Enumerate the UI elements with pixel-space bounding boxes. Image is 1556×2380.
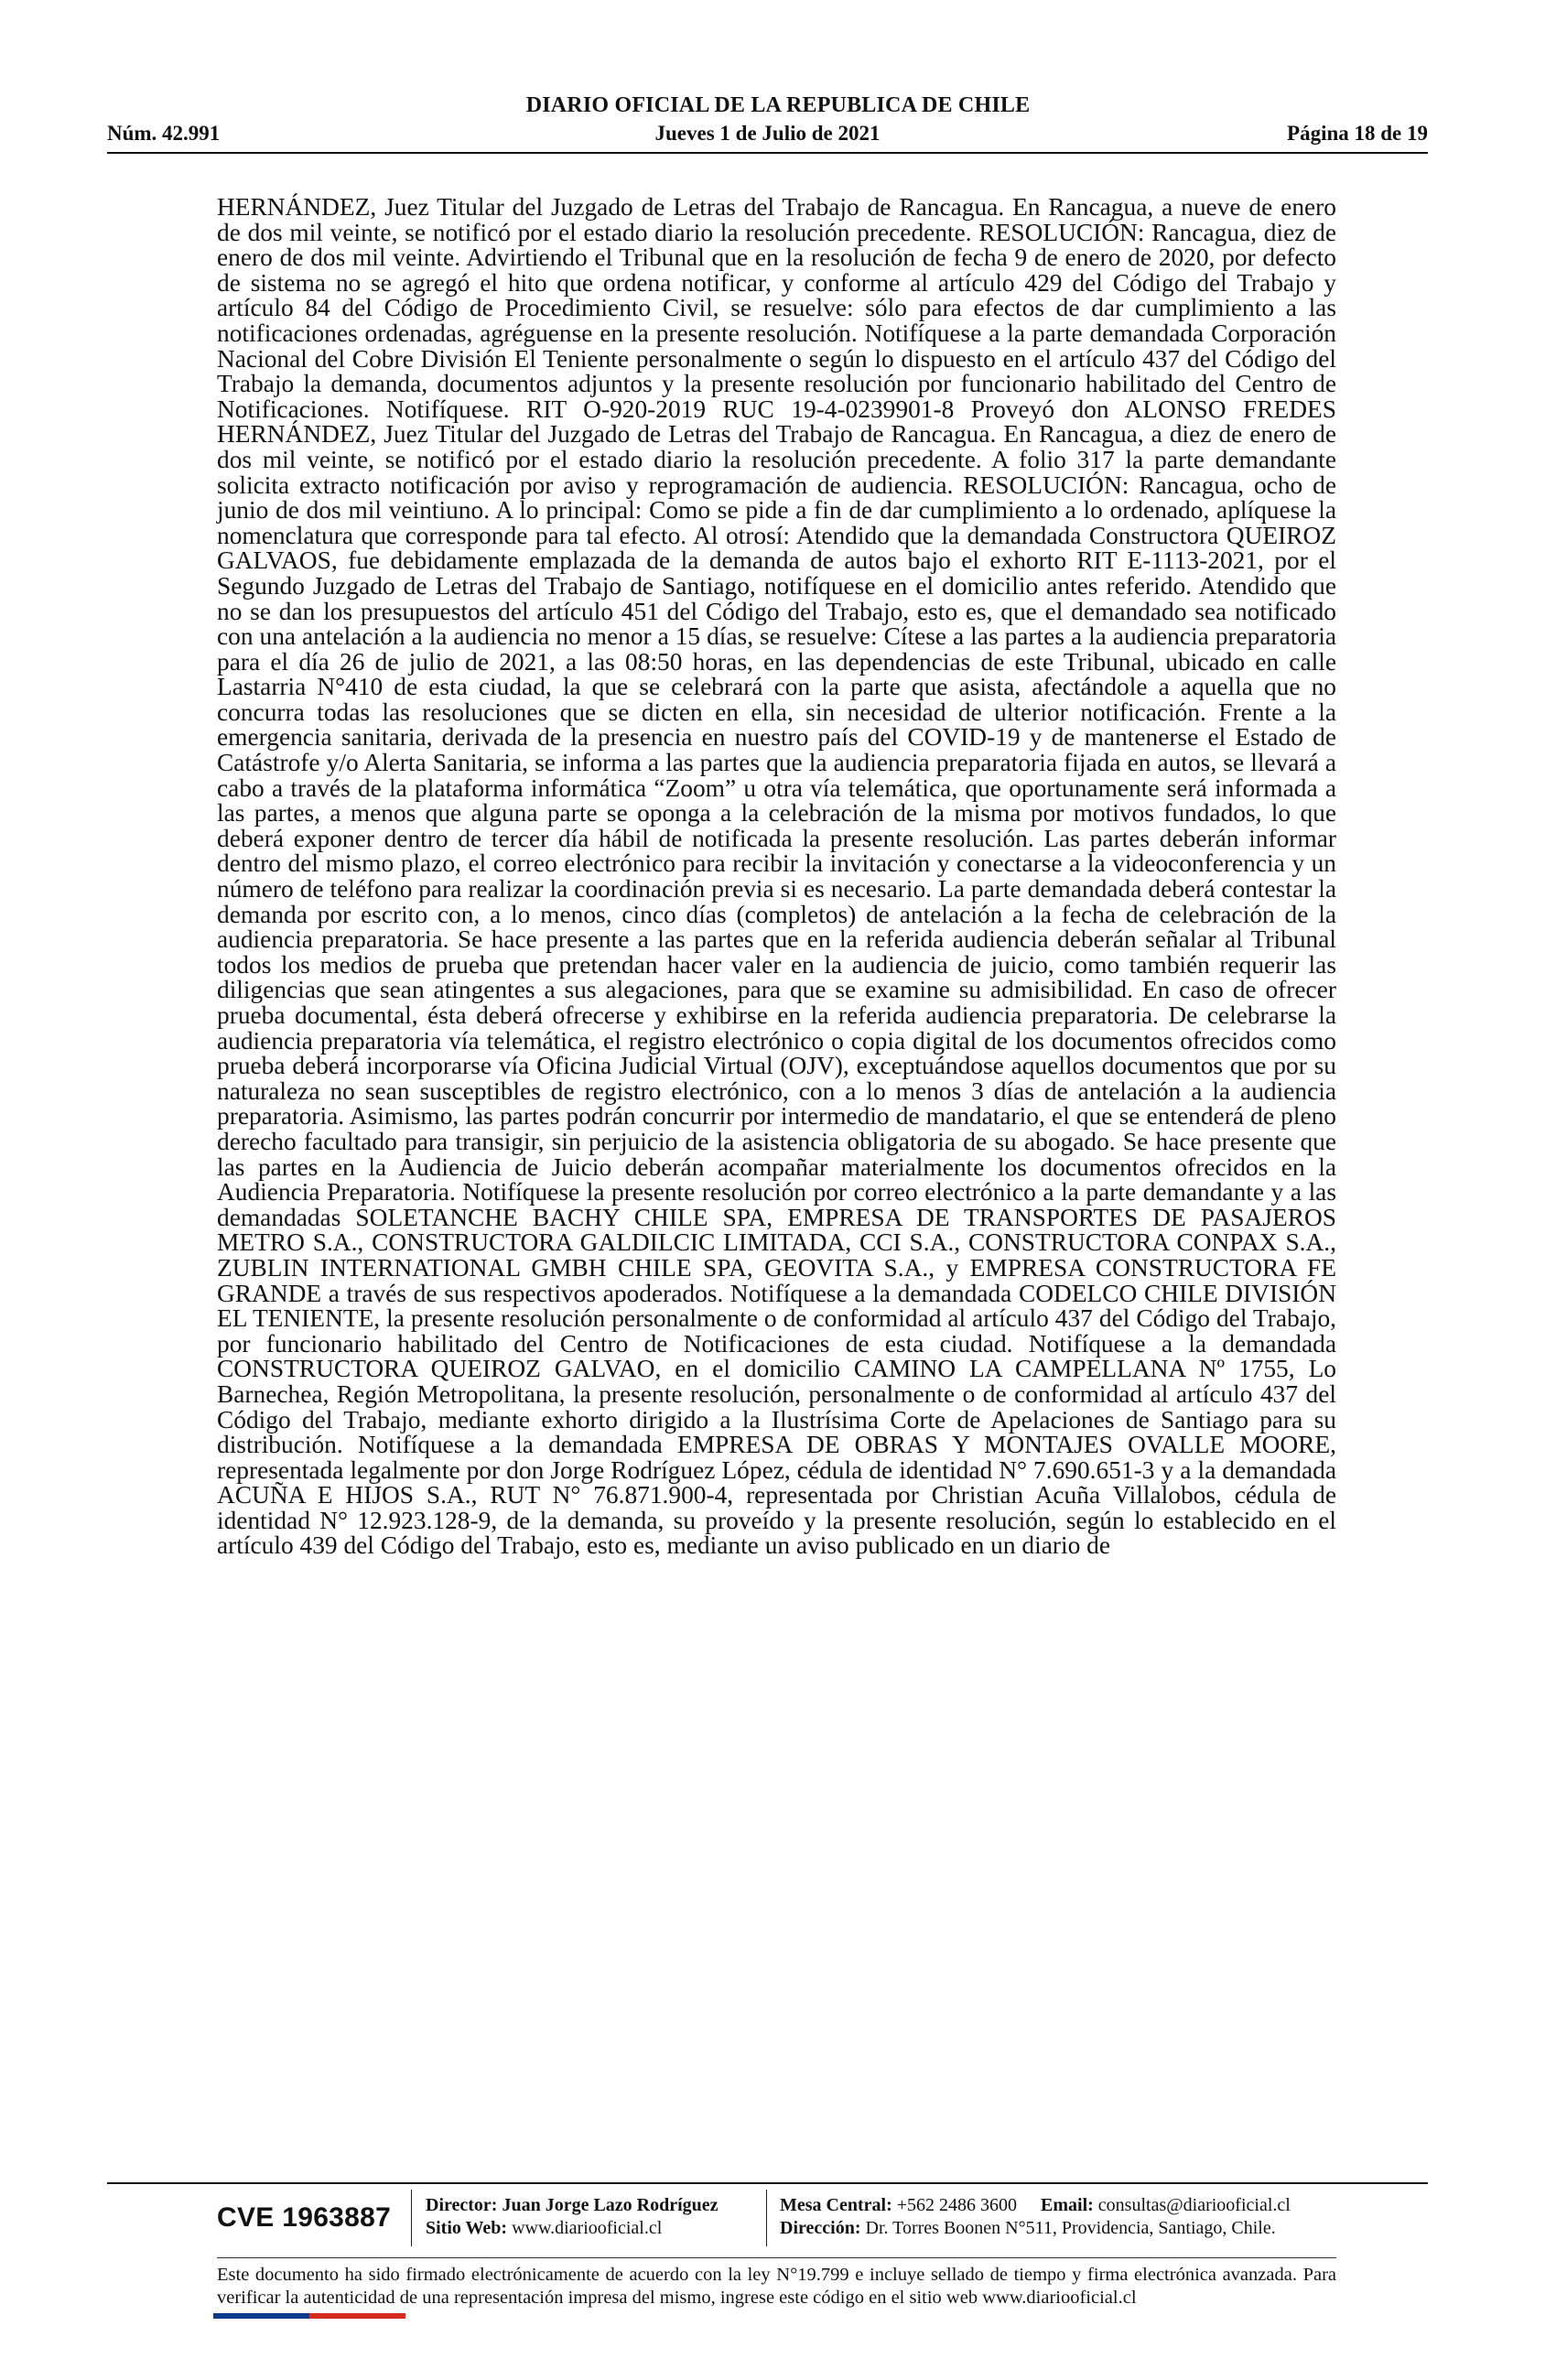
publication-title: DIARIO OFICIAL DE LA REPUBLICA DE CHILE: [525, 93, 1031, 117]
phone-label: Mesa Central:: [780, 2195, 892, 2215]
footer-inner-divider: [217, 2257, 1336, 2258]
footer-director-block: [426, 2194, 719, 2240]
footer-divider: [107, 2182, 1428, 2184]
director-name: Juan Jorge Lazo Rodríguez: [502, 2195, 719, 2215]
phone-number: +562 2486 3600: [896, 2195, 1018, 2215]
signature-notice: Este documento ha sido firmado electrónicamente de acuerdo con la ley N°19.799 e incluye sellado de tiempo y firma electrónica avanzada. Para verificar la autenticidad de una representación impresa del mismo, ingrese este código en el sitio web www.diariooficial.cl: [217, 2265, 1336, 2308]
website-link[interactable]: www.diariooficial.cl: [512, 2218, 663, 2238]
director-label: Director:: [426, 2195, 498, 2215]
footer-separator: [766, 2190, 767, 2246]
header-row: [107, 122, 1428, 147]
flag-stripe-blue: [213, 2313, 309, 2319]
page-indicator: Página 18 de 19: [1287, 122, 1428, 145]
issue-date: Jueves 1 de Julio de 2021: [654, 122, 881, 145]
website-label: Sitio Web:: [426, 2218, 508, 2238]
issue-number: Núm. 42.991: [107, 122, 221, 145]
footer-contact-block: [780, 2194, 1291, 2240]
document-body: HERNÁNDEZ, Juez Titular del Juzgado de Letras del Trabajo de Rancagua. En Rancagua, a nueve de enero de dos mil veinte, se notificó por el estado diario la resolución precedente. RESOLUCIÓN: Rancagua, diez de enero de dos mil veinte. Advirtiendo el Tribunal que en la resolución de fecha 9 de enero de 2020, por defecto de sistema no se agregó el hito que ordena notificar, y conforme al artículo 429 del Código del Trabajo y artículo 84 del Código de Procedimiento Civil, se resuelve: sólo para efectos de dar cumplimiento a las notificaciones ordenadas, agréguense en la presente resolución. Notifíquese a la parte demandada Corporación Nacional del Cobre División El Teniente personalmente o según lo dispuesto en el artículo 437 del Código del Trabajo la demanda, documentos adjuntos y la presente resolución por funcionario habilitado del Centro de Notificaciones. Notifíquese. RIT O-920-2019 RUC 19-4-0239901-8 Proveyó don ALONSO FREDES HERNÁNDEZ, Juez Titular del Juzgado de Letras del Trabajo de Rancagua. En Rancagua, a diez de enero de dos mil veinte, se notificó por el estado diario la resolución precedente. A folio 317 la parte demandante solicita extracto notificación por aviso y reprogramación de audiencia. RESOLUCIÓN: Rancagua, ocho de junio de dos mil veintiuno. A lo principal: Como se pide a fin de dar cumplimiento a lo ordenado, aplíquese la nomenclatura que corresponde para tal efecto. Al otrosí: Atendido que la demandada Constructora QUEIROZ GALVAOS, fue debidamente emplazada de la demanda de autos bajo el exhorto RIT E-1113-2021, por el Segundo Juzgado de Letras del Trabajo de Santiago, notifíquese en el domicilio antes referido. Atendido que no se dan los presupuestos del artículo 451 del Código del Trabajo, esto es, que el demandado sea notificado con una antelación a la audiencia no menor a 15 días, se resuelve: Cítese a las partes a la audiencia preparatoria para el día 26 de julio de 2021, a las 08:50 horas, en las dependencias de este Tribunal, ubicado en calle Lastarria N°410 de esta ciudad, la que se celebrará con la parte que asista, afectándole a aquella que no concurra todas las resoluciones que se dicten en ella, sin necesidad de ulterior notificación. Frente a la emergencia sanitaria, derivada de la presencia en nuestro país del COVID-19 y de mantenerse el Estado de Catástrofe y/o Alerta Sanitaria, se informa a las partes que la audiencia preparatoria fijada en autos, se llevará a cabo a través de la plataforma informática “Zoom” u otra vía telemática, que oportunamente será informada a las partes, a menos que alguna parte se oponga a la celebración de la misma por motivos fundados, lo que deberá exponer dentro de tercer día hábil de notificada la presente resolución. Las partes deberán informar dentro del mismo plazo, el correo electrónico para recibir la invitación y conectarse a la videoconferencia y un número de teléfono para realizar la coordinación previa si es necesario. La parte demandada deberá contestar la demanda por escrito con, a lo menos, cinco días (completos) de antelación a la fecha de celebración de la audiencia preparatoria. Se hace presente a las partes que en la referida audiencia deberán señalar al Tribunal todos los medios de prueba que pretendan hacer valer en la audiencia de juicio, como también requerir las diligencias que sean atingentes a sus alegaciones, para que se examine su admisibilidad. En caso de ofrecer prueba documental, ésta deberá ofrecerse y exhibirse en la referida audiencia preparatoria. De celebrarse la audiencia preparatoria vía telemática, el registro electrónico o copia digital de los documentos ofrecidos como prueba deberá incorporarse vía Oficina Judicial Virtual (OJV), exceptuándose aquellos documentos que por su naturaleza no sean susceptibles de registro electrónico, con a lo menos 3 días de antelación a la audiencia preparatoria. Asimismo, las partes podrán concurrir por intermedio de mandatario, el que se entenderá de pleno derecho facultado para transigir, sin perjuicio de la asistencia obligatoria de su abogado. Se hace presente que las partes en la Audiencia de Juicio deberán acompañar materialmente los documentos ofrecidos en la Audiencia Preparatoria. Notifíquese la presente resolución por correo electrónico a la parte demandante y a las demandadas SOLETANCHE BACHY CHILE SPA, EMPRESA DE TRANSPORTES DE PASAJEROS METRO S.A., CONSTRUCTORA GALDILCIC LIMITADA, CCI S.A., CONSTRUCTORA CONPAX S.A., ZUBLIN INTERNATIONAL GMBH CHILE SPA, GEOVITA S.A., y EMPRESA CONSTRUCTORA FE GRANDE a través de sus respectivos apoderados. Notifíquese a la demandada CODELCO CHILE DIVISIÓN EL TENIENTE, la presente resolución personalmente o de conformidad al artículo 437 del Código del Trabajo, por funcionario habilitado del Centro de Notificaciones de esta ciudad. Notifíquese a la demandada CONSTRUCTORA QUEIROZ GALVAO, en el domicilio CAMINO LA CAMPELLANA Nº 1755, Lo Barnechea, Región Metropolitana, la presente resolución, personalmente o de conformidad al artículo 437 del Código del Trabajo, mediante exhorto dirigido a la Ilustrísima Corte de Apelaciones de Santiago para su distribución. Notifíquese a la demandada EMPRESA DE OBRAS Y MONTAJES OVALLE MOORE, representada legalmente por don Jorge Rodríguez López, cédula de identidad N° 7.690.651-3 y a la demandada ACUÑA E HIJOS S.A., RUT N° 76.871.900-4, representada por Christian Acuña Villalobos, cédula de identidad N° 12.923.128-9, de la demanda, su proveído y la presente resolución, según lo establecido en el artículo 439 del Código del Trabajo, esto es, mediante un aviso publicado en un diario de: [217, 193, 1336, 1560]
address-text: Dr. Torres Boonen N°511, Providencia, Santiago, Chile.: [865, 2218, 1276, 2238]
email-label: Email:: [1041, 2195, 1094, 2215]
footer-separator: [411, 2190, 412, 2246]
email-link[interactable]: consultas@diariooficial.cl: [1097, 2195, 1291, 2215]
flag-stripe: [213, 2313, 405, 2319]
address-label: Dirección:: [780, 2218, 861, 2238]
flag-stripe-red: [309, 2313, 405, 2319]
header-divider: [107, 152, 1428, 154]
cve-code: CVE 1963887: [217, 2202, 392, 2233]
